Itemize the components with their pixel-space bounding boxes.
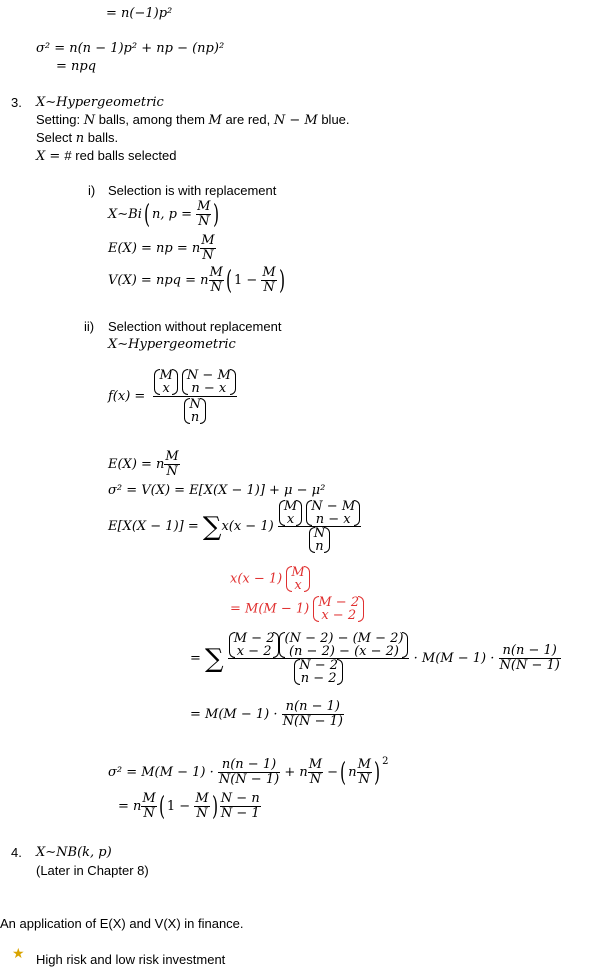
item-3-setting	[36, 112, 350, 128]
final-variance-2-text: = n	[118, 799, 142, 814]
xdef-var: X =	[36, 149, 65, 164]
exx-lhs: E[X(X − 1)] =	[108, 519, 203, 534]
item-3-number: 3.	[11, 95, 22, 110]
sub-ii-title: Selection without replacement	[108, 319, 282, 334]
factorial-moment: E[X(X − 1)] = ∑x(x − 1) M x N − M n − x N n	[108, 500, 361, 553]
red-note-1-text: x(x − 1)	[230, 571, 283, 587]
sub-i-variance: V(X) = npq = n $\frac{M}{N}$ ( 1 − $\frac{M}{N}$ )	[108, 265, 285, 296]
setting-NM: N − M	[273, 113, 318, 128]
setting-prefix: Setting:	[36, 112, 84, 127]
final-variance-1-text: σ² = M(M − 1) ·	[108, 765, 214, 780]
sigma-equation-2: = npq	[56, 59, 97, 74]
pmf-lhs: f(x) =	[108, 389, 146, 404]
item-3-select	[36, 130, 118, 146]
setting-M: M	[208, 113, 222, 128]
xdef-text: # red balls selected	[64, 148, 177, 163]
setting-mid: balls, among them	[95, 112, 209, 127]
item-4-number: 4.	[11, 845, 22, 860]
item-3-xdef	[36, 148, 176, 164]
item-4-note: (Later in Chapter 8)	[36, 863, 149, 878]
bullet-text: High risk and low risk investment	[36, 952, 226, 967]
sub-i-dist: X∼Bi( n, p = $\frac{M}{N}$ )	[108, 199, 220, 230]
equation-top: = n(−1)p²	[106, 6, 173, 21]
simplified-moment: = M(M − 1) · $\frac{n(n - 1)}{N(N - 1)}$	[190, 699, 343, 729]
red-note-2-text: = M(M − 1)	[230, 601, 310, 617]
select-n: n	[75, 131, 85, 146]
final-variance-2: = n $\frac{M}{N}$ ( 1 − $\frac{M}{N}$ ) $\frac{N - n}{N - 1}$	[118, 791, 260, 822]
item-4-title: X∼NB(k, p)	[36, 845, 112, 860]
red-note-2: = M(M − 1) M − 2 x − 2	[230, 596, 364, 622]
setting-N: N	[83, 113, 96, 128]
pmf-equation: f(x) = M x N − M n − x N n	[108, 369, 237, 424]
final-variance-1: σ² = M(M − 1) · $\frac{n(n - 1)}{N(N - 1)}$ + n $\frac{M}{N}$ −( n $\frac{M}{N}$ ) $^2$	[108, 756, 389, 788]
sub-i-title: Selection is with replacement	[108, 183, 277, 198]
red-note-1: x(x − 1) M x	[230, 566, 310, 592]
sub-ii-dist: X∼Hypergeometric	[108, 337, 236, 352]
sub-ii-expectation: E(X) = n $\frac{M}{N}$	[108, 449, 179, 479]
sub-i-label: i)	[88, 183, 96, 198]
select-prefix: Select	[36, 130, 76, 145]
setting-red: are red,	[221, 112, 274, 127]
sigma-equation-1: σ² = n(n − 1)p² + np − (np)²	[36, 41, 225, 56]
select-suffix: balls.	[84, 130, 119, 145]
variance-line: σ² = V(X) = E[X(X − 1)] + μ − μ²	[108, 483, 326, 498]
simplified-moment-text: = M(M − 1) ·	[190, 707, 278, 722]
application-text: An application of E(X) and V(X) in finance.	[0, 916, 244, 931]
sum-expansion: = ∑ M − 2 x − 2 (N − 2) − (M − 2) (n − 2) − (x − 2) N − 2 n − 2 · M(M − 1) · $\frac{n(n - 1)}{N(N - 1)}$	[190, 631, 560, 686]
sub-i-ex-text: E(X) = np = n	[108, 241, 201, 256]
item-3-title: X∼Hypergeometric	[36, 95, 164, 110]
sub-i-expectation: E(X) = np = n $\frac{M}{N}$	[108, 233, 215, 263]
sub-i-vx-text: V(X) = npq = n	[108, 273, 209, 288]
setting-blue: blue.	[317, 112, 350, 127]
star-bullet-icon: ★	[12, 945, 25, 961]
sum-expansion-tail: · M(M − 1) ·	[413, 651, 495, 666]
sub-ii-ex-text: E(X) = n	[108, 457, 165, 472]
sub-i-dist-text: X∼Bi	[108, 207, 142, 222]
sub-ii-label: ii)	[84, 319, 95, 334]
